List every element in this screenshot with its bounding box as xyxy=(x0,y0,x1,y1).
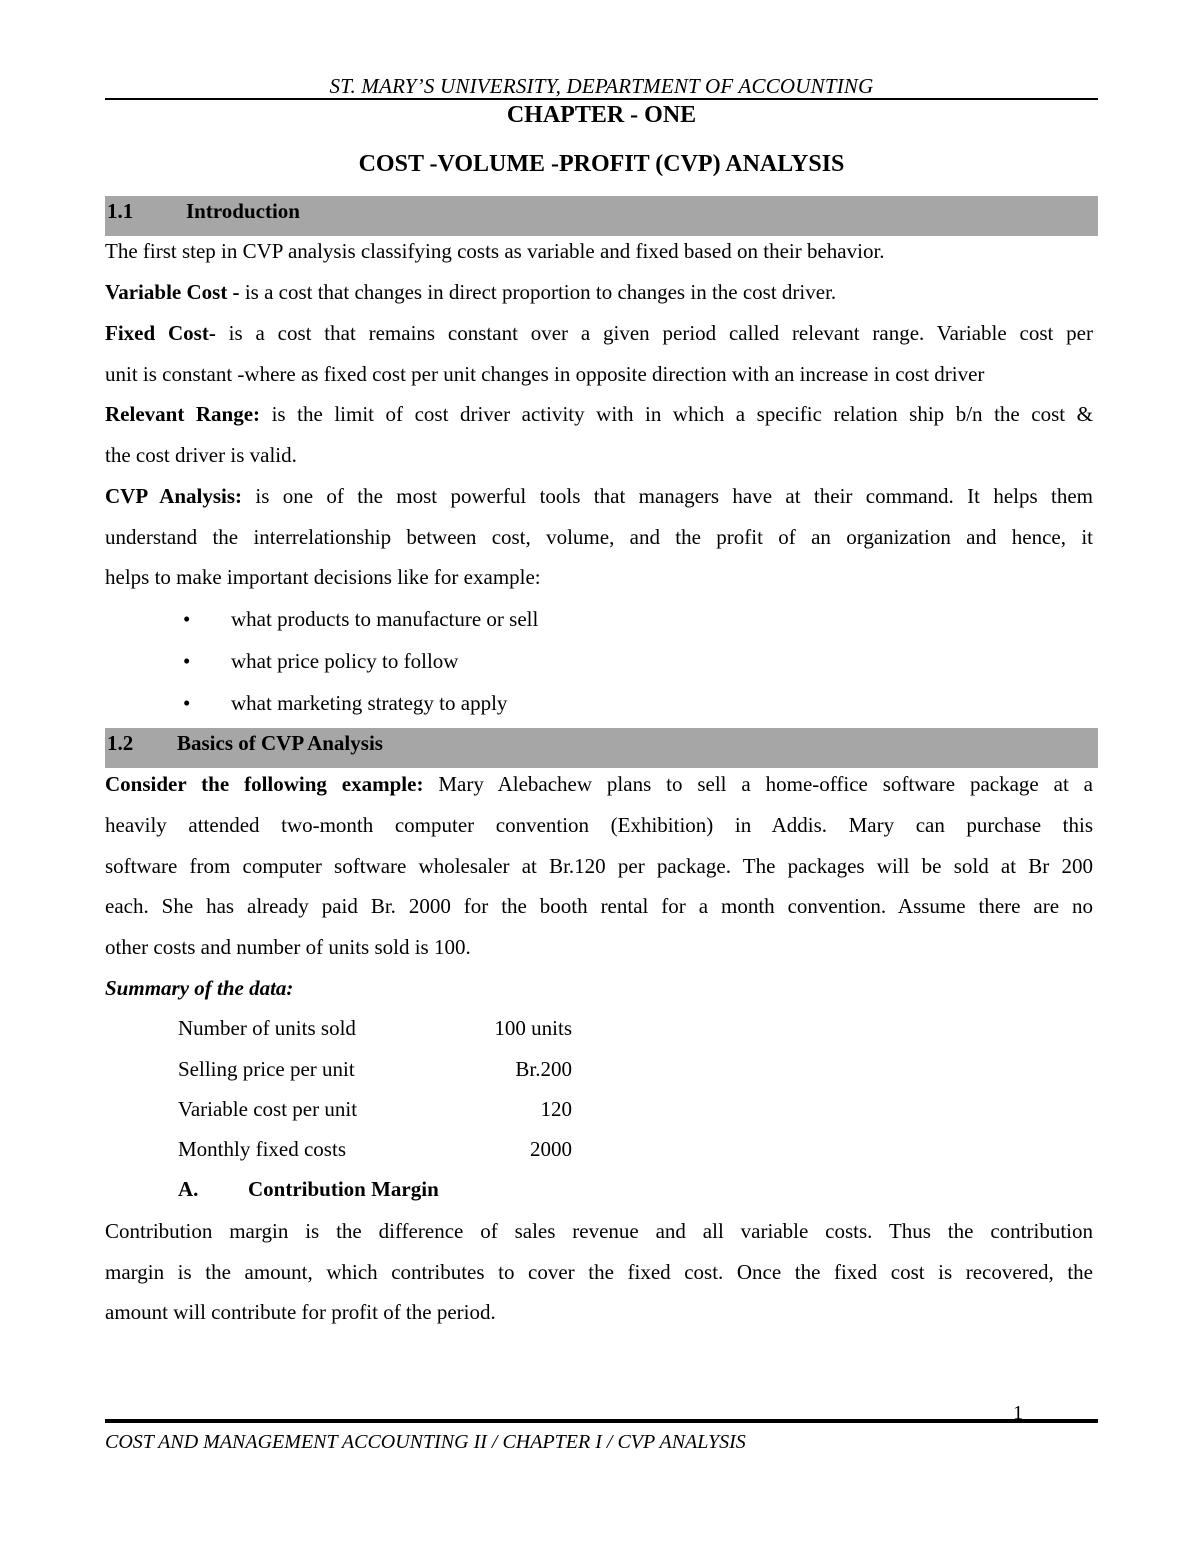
contribution-margin-line2: margin is the amount, which contributes to cover the fixed cost. Once the fixed cost is recovered, the xyxy=(105,1260,1093,1284)
cvp-definition-line2: understand the interrelationship between cost, volume, and the profit of an organization and hence, it xyxy=(105,525,1093,549)
summary-label: Number of units sold xyxy=(178,1016,356,1040)
example-paragraph-line4: each. She has already paid Br. 2000 for the booth rental for a month convention. Assume there are no xyxy=(105,894,1093,918)
cvp-term: CVP Analysis: xyxy=(105,484,243,508)
section-heading-introduction xyxy=(105,196,1098,236)
chapter-title: CHAPTER - ONE xyxy=(506,102,697,128)
section-title: Introduction xyxy=(186,199,300,223)
fixed-cost-definition-line2: unit is constant -where as fixed cost per unit changes in opposite direction with an increase in cost driver xyxy=(105,362,985,386)
cvp-definition-line3: helps to make important decisions like for example: xyxy=(105,565,541,589)
example-paragraph-line2: heavily attended two-month computer convention (Exhibition) in Addis. Mary can purchase this xyxy=(105,813,1093,837)
summary-value: 120 xyxy=(540,1097,572,1121)
summary-value: Br.200 xyxy=(515,1057,572,1081)
example-paragraph-line3: software from computer software wholesaler at Br.120 per package. The packages will be sold at Br 200 xyxy=(105,854,1093,878)
running-header: ST. MARY’S UNIVERSITY, DEPARTMENT OF ACCOUNTING xyxy=(329,74,874,98)
summary-value: 100 units xyxy=(494,1016,572,1040)
list-item: what marketing strategy to apply xyxy=(231,691,508,715)
subsection-title: Contribution Margin xyxy=(248,1177,439,1201)
page-title: COST -VOLUME -PROFIT (CVP) ANALYSIS xyxy=(358,151,845,177)
section-heading-basics xyxy=(105,728,1098,768)
bullet-icon: • xyxy=(183,649,191,673)
footer-rule xyxy=(105,1419,1098,1423)
example-paragraph-line1: Consider the following example: Mary Alebachew plans to sell a home-office software package at a xyxy=(105,772,1093,796)
example-paragraph-line5: other costs and number of units sold is 100. xyxy=(105,935,471,959)
bullet-icon: • xyxy=(183,607,191,631)
bullet-icon: • xyxy=(183,691,191,715)
relevant-range-term: Relevant Range: xyxy=(105,402,261,426)
contribution-margin-line3: amount will contribute for profit of the period. xyxy=(105,1300,496,1324)
header-rule xyxy=(105,98,1098,100)
section-number: 1.1 xyxy=(107,199,134,223)
page-number: 1 xyxy=(1013,1402,1023,1424)
intro-paragraph: The first step in CVP analysis classifying costs as variable and fixed based on their behavior. xyxy=(105,239,885,263)
example-term: Consider the following example: xyxy=(105,772,424,796)
relevant-range-definition-line2: the cost driver is valid. xyxy=(105,443,297,467)
running-footer: COST AND MANAGEMENT ACCOUNTING II / CHAPTER I / CVP ANALYSIS xyxy=(105,1431,746,1453)
cvp-definition-line1: CVP Analysis: is one of the most powerful tools that managers have at their command. It helps them xyxy=(105,484,1093,508)
summary-heading: Summary of the data: xyxy=(105,976,294,1000)
list-item: what price policy to follow xyxy=(231,649,459,673)
section-number: 1.2 xyxy=(107,731,134,755)
section-title: Basics of CVP Analysis xyxy=(177,731,383,755)
summary-value: 2000 xyxy=(530,1137,572,1161)
contribution-margin-line1: Contribution margin is the difference of sales revenue and all variable costs. Thus the contribution xyxy=(105,1219,1093,1243)
variable-cost-term: Variable Cost - xyxy=(105,280,240,304)
summary-label: Variable cost per unit xyxy=(178,1097,358,1121)
relevant-range-definition-line1: Relevant Range: is the limit of cost driver activity with in which a specific relation ship b/n the cost & xyxy=(105,402,1093,426)
list-item: what products to manufacture or sell xyxy=(231,607,539,631)
summary-label: Monthly fixed costs xyxy=(178,1137,346,1161)
fixed-cost-term: Fixed Cost- xyxy=(105,321,216,345)
subsection-letter: A. xyxy=(178,1177,199,1201)
fixed-cost-definition-line1: Fixed Cost- is a cost that remains constant over a given period called relevant range. Variable cost per xyxy=(105,321,1093,345)
summary-label: Selling price per unit xyxy=(178,1057,355,1081)
variable-cost-definition: Variable Cost - is a cost that changes in direct proportion to changes in the cost driver. xyxy=(105,280,837,304)
